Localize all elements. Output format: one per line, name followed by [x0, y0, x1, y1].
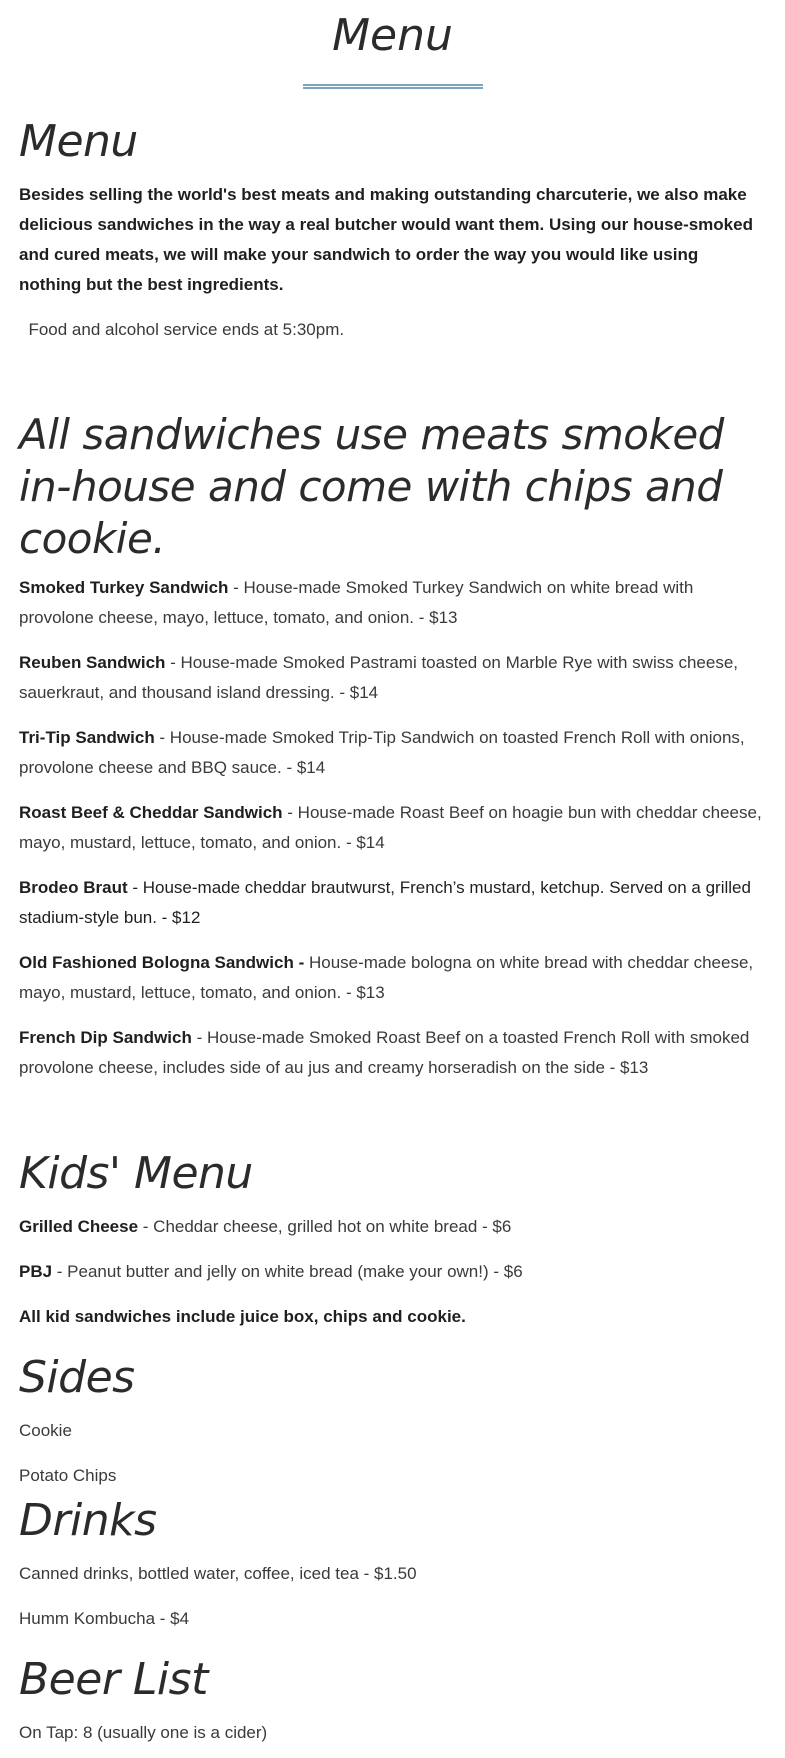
kids-note: All kid sandwiches include juice box, chips and cookie.	[19, 1307, 466, 1326]
sandwich-name: Old Fashioned Bologna Sandwich -	[19, 953, 305, 972]
sandwich-desc: - House-made cheddar brautwurst, French’s mustard, ketchup. Served on a grilled stadium-style bun. - $12	[19, 878, 751, 927]
on-tap-text: On Tap: 8 (usually one is a cider)	[19, 1723, 268, 1742]
side-item: Potato Chips	[19, 1466, 117, 1485]
sandwich-item	[19, 648, 765, 708]
kids-item-name: PBJ	[19, 1262, 53, 1281]
sandwich-desc: House-made bologna on white bread with cheddar cheese, mayo, mustard, lettuce, tomato, and onion. - $13	[19, 953, 754, 1002]
sandwiches-heading: All sandwiches use meats smoked in-house and come with chips and cookie.	[19, 410, 724, 563]
beer-list-heading: Beer List	[19, 1654, 208, 1705]
menu-content	[19, 112, 765, 1748]
side-item: Cookie	[19, 1421, 72, 1440]
kids-item-desc: - Peanut butter and jelly on white bread (make your own!) - $6	[52, 1262, 523, 1281]
kids-item-name: Grilled Cheese	[19, 1217, 139, 1236]
kids-item	[19, 1212, 765, 1242]
drinks-heading: Drinks	[19, 1495, 157, 1546]
sandwich-name: Reuben Sandwich	[19, 653, 166, 672]
sandwich-desc: - House-made Smoked Pastrami toasted on Marble Rye with swiss cheese, sauerkraut, and thousand island dressing. - $14	[19, 653, 738, 702]
sandwich-desc: - House-made Smoked Trip-Tip Sandwich on toasted French Roll with onions, provolone cheese and BBQ sauce. - $14	[19, 728, 745, 777]
sandwich-name: French Dip Sandwich	[19, 1028, 192, 1047]
sandwich-item	[19, 948, 765, 1008]
page-title: Menu	[332, 10, 453, 61]
sandwich-item	[19, 873, 765, 933]
intro-heading: Menu	[19, 116, 138, 167]
kids-item-desc: - Cheddar cheese, grilled hot on white bread - $6	[138, 1217, 512, 1236]
sides-heading: Sides	[19, 1352, 135, 1403]
sandwich-item	[19, 573, 765, 633]
sandwich-desc: - House-made Smoked Turkey Sandwich on white bread with provolone cheese, mayo, lettuce, tomato, and onion. - $13	[19, 578, 694, 627]
sandwich-name: Brodeo Braut	[19, 878, 128, 897]
kids-menu-heading: Kids' Menu	[19, 1148, 253, 1199]
sandwich-name: Smoked Turkey Sandwich	[19, 578, 229, 597]
drink-item: Humm Kombucha - $4	[19, 1609, 190, 1628]
sandwich-item	[19, 1023, 765, 1083]
sandwich-name: Roast Beef & Cheddar Sandwich	[19, 803, 283, 822]
sandwich-item	[19, 723, 765, 783]
sandwich-desc: - House-made Smoked Roast Beef on a toasted French Roll with smoked provolone cheese, includes side of au jus and creamy horseradish on the side - $13	[19, 1028, 750, 1077]
kids-item	[19, 1257, 765, 1287]
sandwich-name: Tri-Tip Sandwich	[19, 728, 155, 747]
sandwich-desc: - House-made Roast Beef on hoagie bun with cheddar cheese, mayo, mustard, lettuce, tomato, and onion. - $14	[19, 803, 762, 852]
title-divider	[303, 84, 483, 89]
service-hours-note: Food and alcohol service ends at 5:30pm.	[28, 320, 345, 339]
sandwich-item	[19, 798, 765, 858]
intro-text: Besides selling the world's best meats and making outstanding charcuterie, we also make delicious sandwiches in the way a real butcher would want them. Using our house-smoked and cured meats, we will make your sandwich to order the way you would like using nothing but the best ingredients.	[19, 185, 753, 294]
sandwich-list	[19, 573, 765, 1083]
drink-item: Canned drinks, bottled water, coffee, iced tea - $1.50	[19, 1564, 417, 1583]
